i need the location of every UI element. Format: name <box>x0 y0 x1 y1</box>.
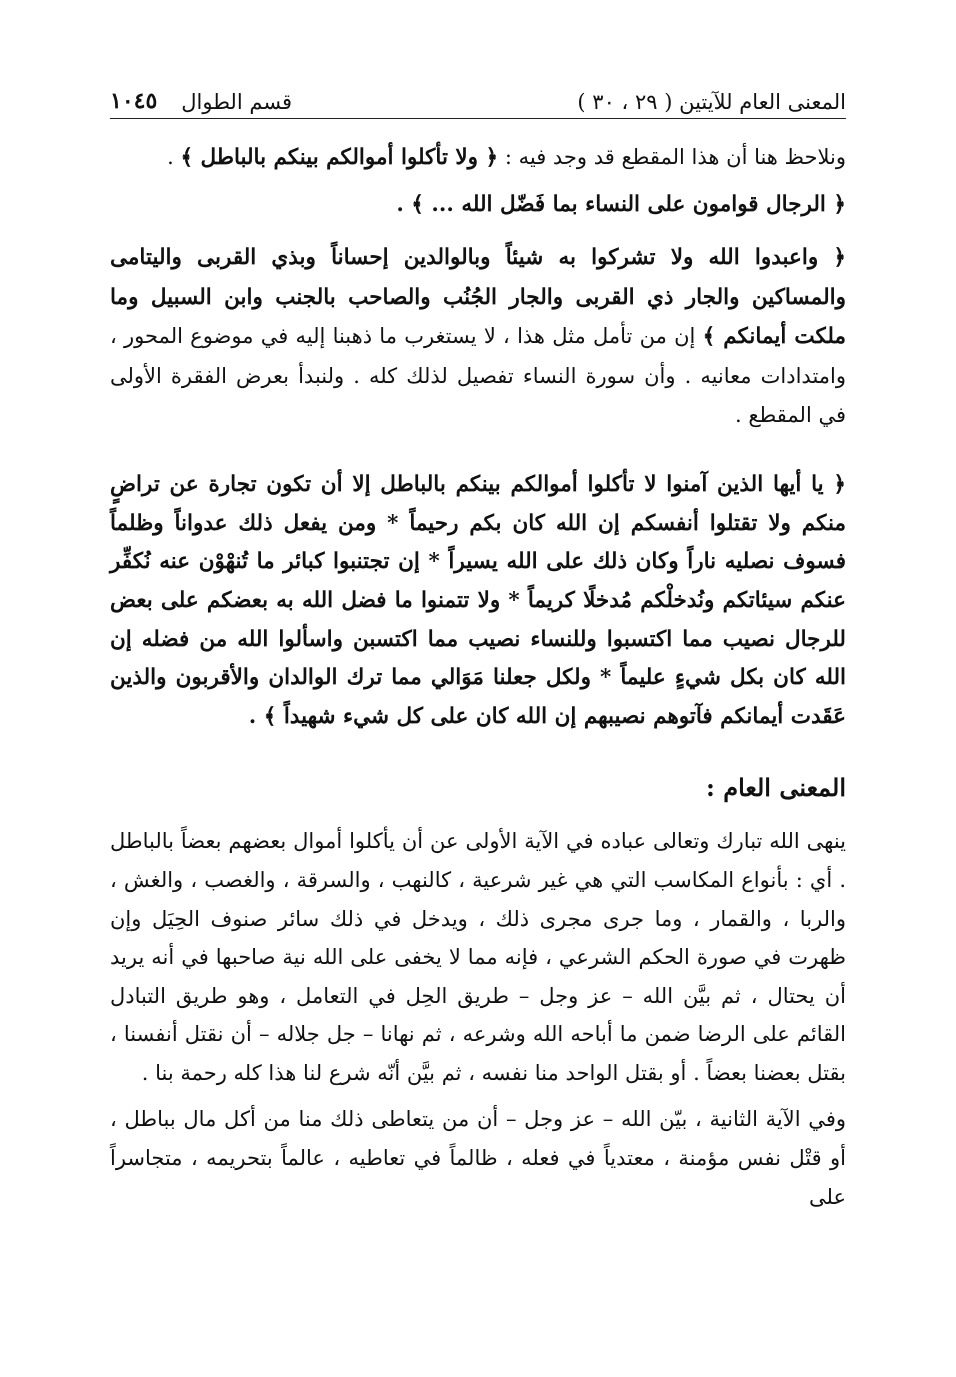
intro-paragraph <box>110 138 846 178</box>
header-title: المعنى العام للآيتين ( ٢٩ ، ٣٠ ) <box>577 90 846 114</box>
running-header <box>110 74 846 119</box>
intro-text: ونلاحظ هنا أن هذا المقطع قد وجد فيه : <box>504 145 846 169</box>
header-section: قسم الطوال <box>181 90 293 114</box>
intro-end: . <box>167 145 181 169</box>
worship-paragraph <box>110 238 846 434</box>
main-verse: ﴿ يا أيها الذين آمنوا لا تأكلوا أموالكم بينكم بالباطل إلا أن تكون تجارة عن تراضٍ منكم ولا تقتلوا أنفسكم إن الله كان بكم رحيماً * ومن يفعل ذلك عدواناً وظلماً فسوف نصليه ناراً وكان ذلك على الله يسيراً * إن تجتنبوا كبائر ما تُنهْوْن عنه نُكفِّر عنكم سيئاتكم ونُدخلْكم مُدخلًا كريماً * ولا تتمنوا ما فضل الله به بعضكم على بعض للرجال نصيب مما اكتسبوا وللنساء نصيب مما اكتسبن واسألوا الله من فضله إن الله كان بكل شيءٍ عليماً * ولكل جعلنا مَوَالي مما ترك الوالدان والأقربون والذين عَقَدت أيمانكم فآتوهم نصيبهم إن الله كان على كل شيء شهيداً ﴾ . <box>110 472 846 729</box>
worship-text: إن من تأمل مثل هذا ، لا يستغرب ما ذهبنا إليه في موضوع المحور ، وامتدادات معانيه . وأن سورة النساء تفصيل لذلك كله . ولنبدأ بعرض الفقرة الأولى في المقطع . <box>110 324 846 427</box>
body-paragraph-2: وفي الآية الثانية ، بيّن الله – عز وجل – أن من يتعاطى ذلك منا من أكل مال بباطل ، أو قتْل نفس مؤمنة ، معتدياً في فعله ، ظالماً في تعاطيه ، عالماً بتحريمه ، متجاسراً على <box>110 1107 846 1209</box>
intro-verse: ﴿ ولا تأكلوا أموالكم بينكم بالباطل ﴾ <box>180 145 499 170</box>
page-body <box>110 138 846 1216</box>
verse-men: ﴿ الرجال قوامون على النساء بما فَضّل الله ... ﴾ . <box>396 191 846 217</box>
section-heading: المعنى العام : <box>706 773 846 803</box>
worship-verse: ﴿ واعبدوا الله ولا تشركوا به شيئاً وبالوالدين إحساناً وبذي القربى واليتامى والمساكين والجار ذي القربى والجار الجُنُب والصاحب بالجنب وابن السبيل وما ملكت أيمانكم ﴾ <box>110 245 846 350</box>
header-left-group <box>110 88 292 114</box>
page-number: ١٠٤٥ <box>110 88 158 114</box>
body-paragraph-1: ينهى الله تبارك وتعالى عباده في الآية الأولى عن أن يأكلوا أموال بعضهم بعضاً بالباطل . أي : بأنواع المكاسب التي هي غير شرعية ، كالنهب ، والسرقة ، والغصب ، والغش ، والربا ، والقمار ، وما جرى مجرى ذلك ، ويدخل في ذلك سائر صنوف الحِيَل وإن ظهرت في صورة الحكم الشرعي ، فإنه مما لا يخفى على الله نية صاحبها في أنه يريد أن يحتال ، ثم بيَّن الله – عز وجل – طريق الحِل في التعامل ، وهو طريق التبادل القائم على الرضا ضمن ما أباحه الله وشرعه ، ثم نهانا – جل جلاله – أن نقتل أنفسنا ، بقتل بعضنا بعضاً . أو بقتل الواحد منا نفسه ، ثم بيَّن أنّه شرع لنا هذا كله رحمة بنا . <box>110 829 846 1085</box>
